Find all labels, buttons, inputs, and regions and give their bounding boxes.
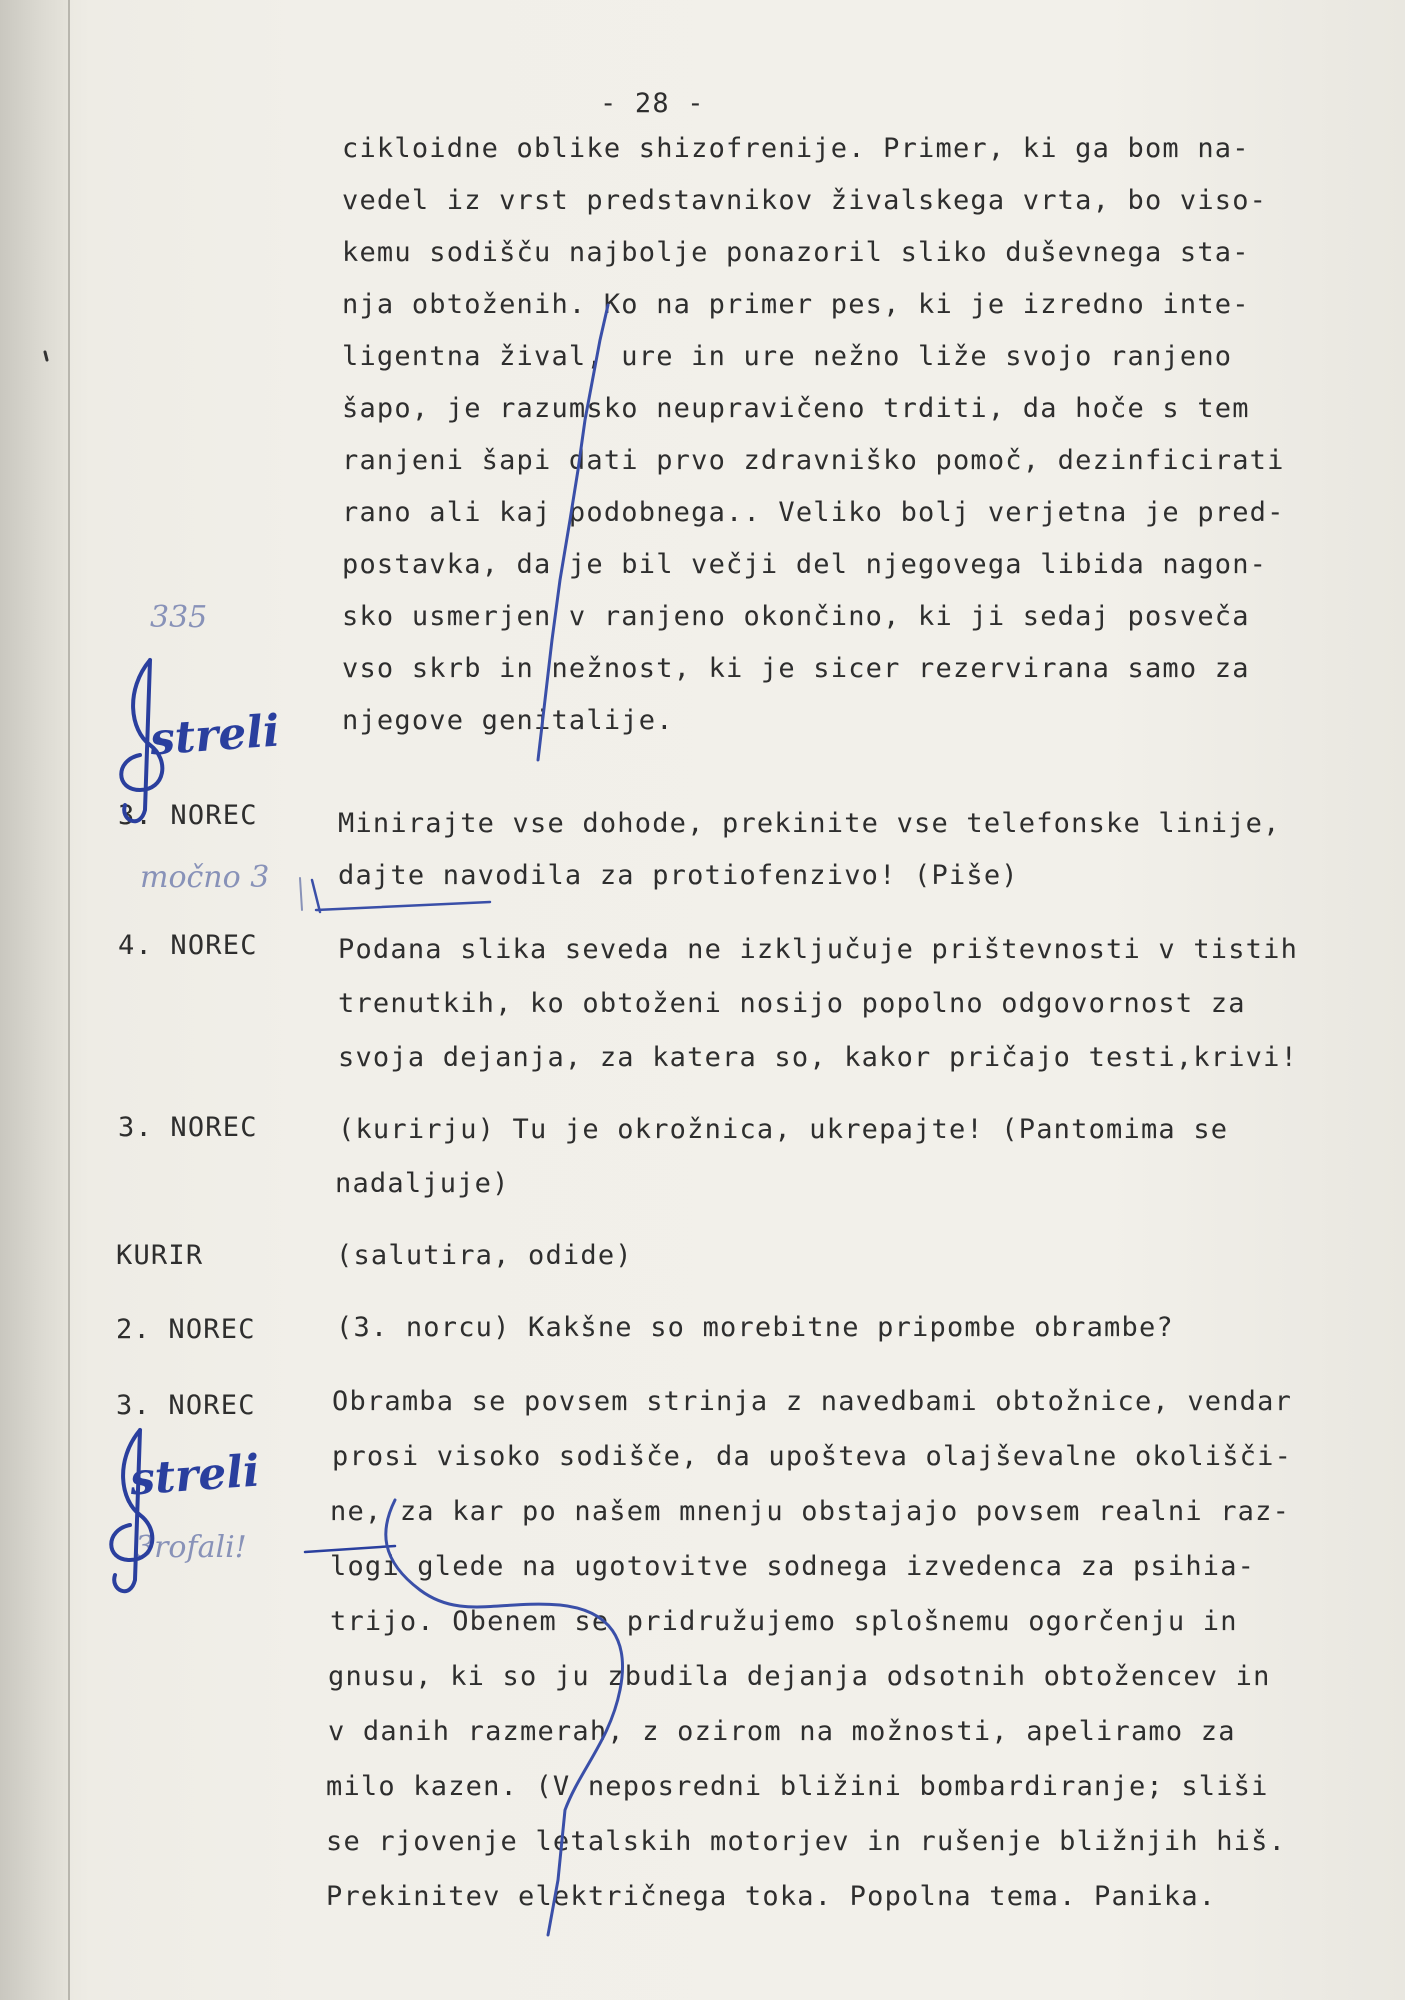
dialogue-line: trenutkih, ko obtoženi nosijo popolno odgovornost za: [338, 988, 1246, 1019]
pointer-line: [305, 1546, 395, 1552]
dialogue-line: gnusu, ki so ju zbudila dejanja odsotnih obtožencev in: [328, 1661, 1271, 1692]
dialogue-line: nadaljuje): [335, 1168, 510, 1199]
page-number: - 28 -: [600, 88, 705, 119]
clef-mark: [111, 1430, 152, 1591]
dialogue-line: ne, za kar po našem mnenju obstajajo povsem realni raz-: [330, 1496, 1291, 1527]
strike-line: [538, 305, 608, 760]
dialogue-line: dajte navodila za protiofenzivo! (Piše): [338, 860, 1019, 891]
text-line: kemu sodišču najbolje ponazoril sliko duševnega sta-: [342, 237, 1250, 268]
text-line: postavka, da je bil večji del njegovega libida nagon-: [342, 549, 1268, 580]
dialogue-line: (3. norcu) Kakšne so morebitne pripombe obrambe?: [336, 1312, 1174, 1343]
dialogue-line: Prekinitev električnega toka. Popolna tema. Panika.: [326, 1881, 1217, 1912]
dialogue-line: Minirajte vse dohode, prekinite vse telefonske linije,: [338, 808, 1281, 839]
text-line: nja obtoženih. Ko na primer pes, ki je izredno inte-: [342, 289, 1250, 320]
dialogue-line: trijo. Obenem se pridružujemo splošnemu ogorčenju in: [330, 1606, 1238, 1637]
margin-note-streli: streli: [128, 1445, 262, 1506]
speaker-label: 4. NOREC: [118, 930, 258, 961]
text-line: šapo, je razumsko neupravičeno trditi, da hoče s tem: [342, 393, 1250, 424]
text-line: rano ali kaj podobnega.. Veliko bolj verjetna je pred-: [342, 497, 1285, 528]
text-line: cikloidne oblike shizofrenije. Primer, ki ga bom na-: [342, 133, 1250, 164]
margin-note-3rofali: 3rofali!: [135, 1530, 247, 1565]
dialogue-line: Podana slika seveda ne izključuje prištevnosti v tistih: [338, 934, 1299, 965]
text-line: sko usmerjen v ranjeno okončino, ki ji sedaj posveča: [342, 601, 1250, 632]
text-line: njegove genitalije.: [342, 705, 674, 736]
dialogue-line: (kurirju) Tu je okrožnica, ukrepajte! (Pantomima se: [338, 1114, 1229, 1145]
dialogue-line: (salutira, odide): [336, 1240, 633, 1271]
cut-line: [386, 1500, 623, 1935]
text-line: vso skrb in nežnost, ki je sicer rezervirana samo za: [342, 653, 1250, 684]
speaker-label: 2. NOREC: [116, 1314, 256, 1345]
dialogue-line: logi glede na ugotovitve sodnega izvedenca za psihia-: [330, 1551, 1256, 1582]
margin-note-mocno: močno 3: [140, 860, 270, 895]
dialogue-line: milo kazen. (V neposredni bližini bombardiranje; sliši: [326, 1771, 1269, 1802]
text-line: ligentna žival, ure in ure nežno liže svojo ranjeno: [342, 341, 1233, 372]
speaker-label: 3. NOREC: [118, 1112, 258, 1143]
dialogue-line: svoja dejanja, za katera so, kakor pričajo testi,krivi!: [338, 1042, 1299, 1073]
dialogue-line: Obramba se povsem strinja z navedbami obtožnice, vendar: [332, 1386, 1293, 1417]
margin-tick: [45, 352, 47, 360]
dialogue-line: v danih razmerah, z ozirom na možnosti, apeliramo za: [328, 1716, 1236, 1747]
speaker-label: 3. NOREC: [118, 800, 258, 831]
margin-note-streli: streli: [148, 705, 282, 766]
clef-mark: [121, 660, 162, 821]
speaker-label: 3. NOREC: [116, 1390, 256, 1421]
underline-mark: [312, 880, 490, 912]
text-line: ranjeni šapi dati prvo zdravniško pomoč, dezinficirati: [342, 445, 1285, 476]
dialogue-line: prosi visoko sodišče, da upošteva olajševalne okolišči-: [332, 1441, 1293, 1472]
bracket-mark: [300, 878, 302, 910]
margin-note-335: 335: [150, 600, 208, 635]
text-line: vedel iz vrst predstavnikov živalskega vrta, bo viso-: [342, 185, 1268, 216]
speaker-label: KURIR: [116, 1240, 204, 1271]
dialogue-line: se rjovenje letalskih motorjev in rušenje bližnjih hiš.: [326, 1826, 1287, 1857]
